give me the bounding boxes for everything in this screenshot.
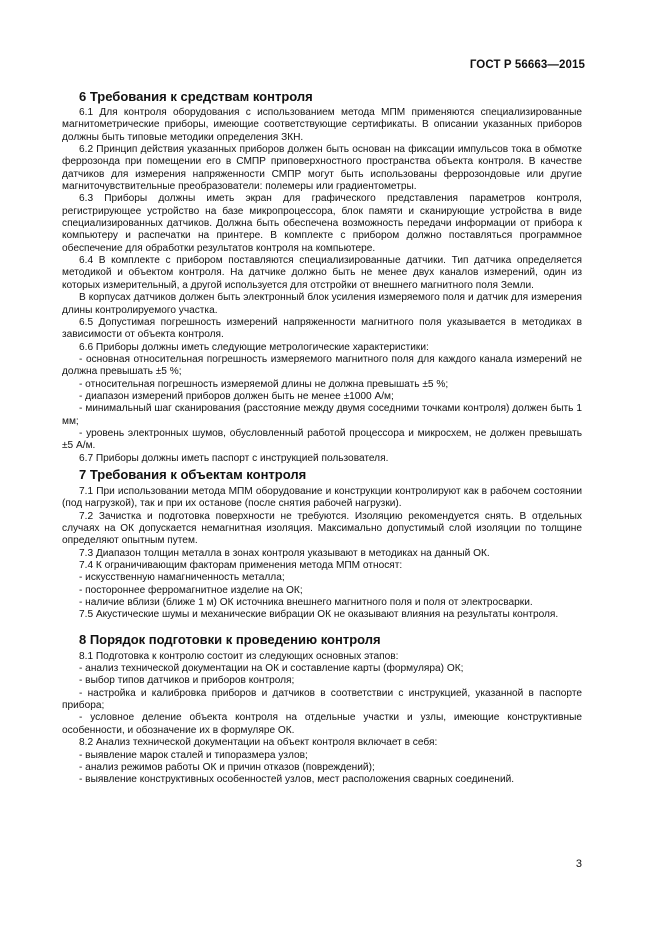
- list-item-main-error: - основная относительная погрешность измеряемого магнитного поля для каждого канала измерений не должна превышать ±5 %;: [62, 353, 582, 378]
- list-item-artificial-magnetization: - искусственную намагниченность металла;: [79, 572, 285, 584]
- list-item-steel-grades: - выявление марок сталей и типоразмера узлов;: [79, 749, 308, 761]
- paragraph-7-3: 7.3 Диапазон толщин металла в зонах контроля указывают в методиках на данный ОК.: [79, 547, 490, 559]
- paragraph-6-4-sensor-body: В корпусах датчиков должен быть электронный блок усиления измеряемого поля и датчик для измерения длины контролируемого участка.: [62, 292, 582, 316]
- paragraph-8-1: 8.1 Подготовка к контролю состоит из следующих основных этапов:: [79, 650, 399, 662]
- list-item-scan-step: - минимальный шаг сканирования (расстояние между двумя соседними точками контроля) должен быть 1 мм;: [62, 403, 582, 427]
- list-item-external-field: - наличие вблизи (ближе 1 м) ОК источника внешнего магнитного поля и поля от электросварки.: [79, 597, 533, 609]
- paragraph-7-1: 7.1 При использовании метода МПМ оборудование и конструкции контролируют как в рабочем состоянии (под нагрузкой), так и при их останове (после снятия рабочей нагрузки).: [62, 485, 582, 510]
- list-item-document-analysis: - анализ технической документации на ОК и составление карты (формуляра) ОК;: [79, 663, 464, 675]
- paragraph-7-2: 7.2 Зачистка и подготовка поверхности не требуются. Изоляцию рекомендуется снять. В отдельных случаях на ОК допускается немагнитная изоляция. Максимально допустимый слой изоляции по толщине определяют опытным путем.: [62, 510, 582, 547]
- document-body: [62, 89, 582, 787]
- paragraph-6-7: 6.7 Приборы должны иметь паспорт с инструкцией пользователя.: [79, 452, 389, 464]
- paragraph-6-5: 6.5 Допустимая погрешность измерений напряженности магнитного поля указывается в методиках в зависимости от объекта контроля.: [62, 316, 582, 341]
- list-item-design-features: - выявление конструктивных особенностей узлов, мест расположения сварных соединений.: [79, 774, 515, 786]
- paragraph-6-4: 6.4 В комплекте с прибором поставляются специализированные датчики. Тип датчика определяется методикой и объектом контроля. На датчике должно быть не менее двух каналов измерений, один из которых измерительный, а другой используется для отстройки от внешнего магнитного поля Земли.: [62, 255, 582, 291]
- paragraph-7-4: 7.4 К ограничивающим факторам применения метода МПМ относят:: [79, 560, 403, 572]
- section-8-title: 8 Порядок подготовки к проведению контроля: [79, 631, 381, 647]
- list-item-object-division: - условное деление объекта контроля на отдельные участки и узлы, имеющие конструктивные особенности, и обозначение их в формуляре ОК.: [62, 712, 582, 736]
- section-6: [62, 89, 582, 465]
- paragraph-6-2: 6.2 Принцип действия указанных приборов должен быть основан на фиксации импульсов тока в обмотке феррозонда при помещении его в СМПР приповерхностного пространства объекта контроля. В качестве датчиков для измерения напряженности СМПР могут быть использованы феррозондовые или другие магниточувствительные преобразователи: полемеры или градиентометры.: [62, 144, 582, 193]
- section-7-title: 7 Требования к объектам контроля: [79, 466, 307, 482]
- section-7: [62, 467, 582, 622]
- section-8: [62, 632, 582, 787]
- list-item-noise-level: - уровень электронных шумов, обусловленный работой процессора и микросхем, не должен превышать ±5 А/м.: [62, 427, 582, 452]
- paragraph-6-3: 6.3 Приборы должны иметь экран для графического представления параметров контроля, регистрирующее устройство на базе микропроцессора, блок памяти и сканирующие устройства в виде специализированных датчиков. Должна быть обеспечена возможность передачи информации от прибора к компьютеру и распечатки на принтере. В комплекте с прибором должно поставляться программное обеспечение для обработки результатов контроля на компьютере.: [62, 193, 582, 254]
- list-item-operation-modes: - анализ режимов работы ОК и причин отказов (повреждений);: [79, 761, 375, 773]
- document-standard-header: ГОСТ Р 56663—2015: [469, 59, 585, 71]
- list-item-foreign-ferromagnetic-item: - постороннее ферромагнитное изделие на ОК;: [79, 584, 303, 596]
- list-item-calibration: - настройка и калибровка приборов и датчиков в соответствии с инструкцией, указанной в паспорте прибора;: [62, 687, 582, 712]
- list-item-length-error: - относительная погрешность измеряемой длины не должна превышать ±5 %;: [79, 378, 449, 390]
- list-item-sensor-selection: - выбор типов датчиков и приборов контроля;: [79, 675, 295, 687]
- list-item-measurement-range: - диапазон измерений приборов должен быть не менее ±1000 А/м;: [79, 390, 394, 402]
- paragraph-6-1: 6.1 Для контроля оборудования с использованием метода МПМ применяются специализированные магнитометрические приборы, имеющие соответствующие сертификаты. В описании указанных приборов должны быть типовые методики определения ЗКН.: [62, 107, 582, 143]
- page-number: 3: [575, 858, 582, 870]
- paragraph-8-2: 8.2 Анализ технической документации на объект контроля включает в себя:: [79, 737, 438, 749]
- section-6-title: 6 Требования к средствам контроля: [79, 89, 313, 104]
- paragraph-7-5: 7.5 Акустические шумы и механические вибрации ОК не оказывают влияния на результаты контроля.: [79, 609, 559, 621]
- paragraph-6-6: 6.6 Приборы должны иметь следующие метрологические характеристики:: [79, 341, 429, 353]
